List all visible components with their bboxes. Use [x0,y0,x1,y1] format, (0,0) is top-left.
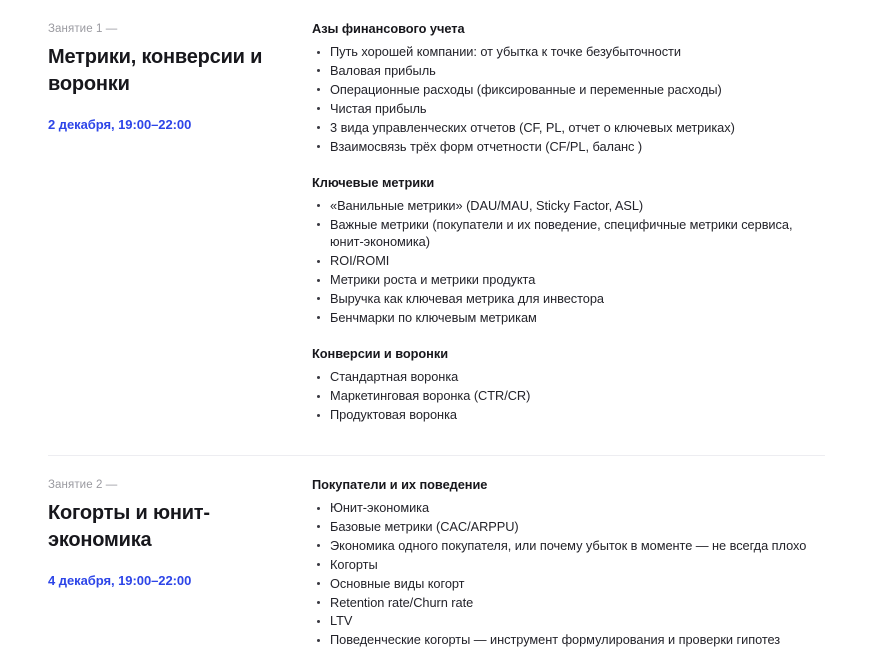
lesson-section-2 [0,456,871,660]
lesson-topics-1 [312,0,825,425]
topic-list [312,368,825,423]
topic-list [312,43,825,155]
topic-heading: Конверсии и воронки [312,346,449,362]
topic-group [312,174,825,326]
topic-heading: Ключевые метрики [312,174,435,190]
topic-item: ROI/ROMI [312,252,825,269]
topic-item: Юнит-экономика [312,499,825,516]
topic-group [312,20,825,155]
topic-heading: Покупатели и их поведение [312,477,488,492]
topic-item: Retention rate/Churn rate [312,594,825,611]
lesson-meta-1 [48,0,312,134]
topic-item: Путь хорошей компании: от убытка к точке безубыточности [312,43,825,60]
topic-group [312,476,825,649]
topic-heading: Азы финансового учета [312,21,465,36]
topic-item: Поведенческие когорты — инструмент формулирования и проверки гипотез [312,631,825,648]
topic-item: Экономика одного покупателя, или почему убыток в моменте — не всегда плохо [312,537,825,554]
lesson-date-link-1[interactable]: 2 декабря, 19:00–22:00 [48,117,192,132]
topic-item: Продуктовая воронка [312,406,825,423]
topic-item: Маркетинговая воронка (CTR/CR) [312,387,825,404]
lesson-date-link-2[interactable]: 4 декабря, 19:00–22:00 [48,573,192,588]
lesson-eyebrow-2: Занятие 2 — [48,479,118,491]
topic-item: Метрики роста и метрики продукта [312,271,825,288]
topic-item: Стандартная воронка [312,368,825,385]
topic-item: Операционные расходы (фиксированные и переменные расходы) [312,81,825,98]
topic-item: Базовые метрики (CAC/ARPPU) [312,518,825,535]
topic-item: Взаимосвязь трёх форм отчетности (CF/PL, баланс ) [312,138,825,155]
topic-list [312,197,825,326]
topic-item: Валовая прибыль [312,62,825,79]
topic-list [312,499,825,649]
topic-group [312,345,825,423]
lesson-title-2: Когорты и юнит-экономика [48,502,210,551]
lesson-meta-2 [48,456,312,590]
topic-item: Важные метрики (покупатели и их поведение, специфичные метрики сервиса, юнит-экономика) [312,216,825,251]
topic-item: Когорты [312,556,825,573]
topic-item: «Ванильные метрики» (DAU/MAU, Sticky Factor, ASL) [312,197,825,214]
lesson-eyebrow-1: Занятие 1 — [48,23,118,35]
topic-item: Чистая прибыль [312,100,825,117]
topic-item: LTV [312,612,825,629]
topic-item: Выручка как ключевая метрика для инвестора [312,290,825,307]
lesson-title-1: Метрики, конверсии и воронки [48,46,263,95]
topic-item: 3 вида управленческих отчетов (CF, PL, отчет о ключевых метриках) [312,119,825,136]
topic-item: Основные виды когорт [312,575,825,592]
topic-item: Бенчмарки по ключевым метрикам [312,309,825,326]
lesson-topics-2 [312,456,825,650]
